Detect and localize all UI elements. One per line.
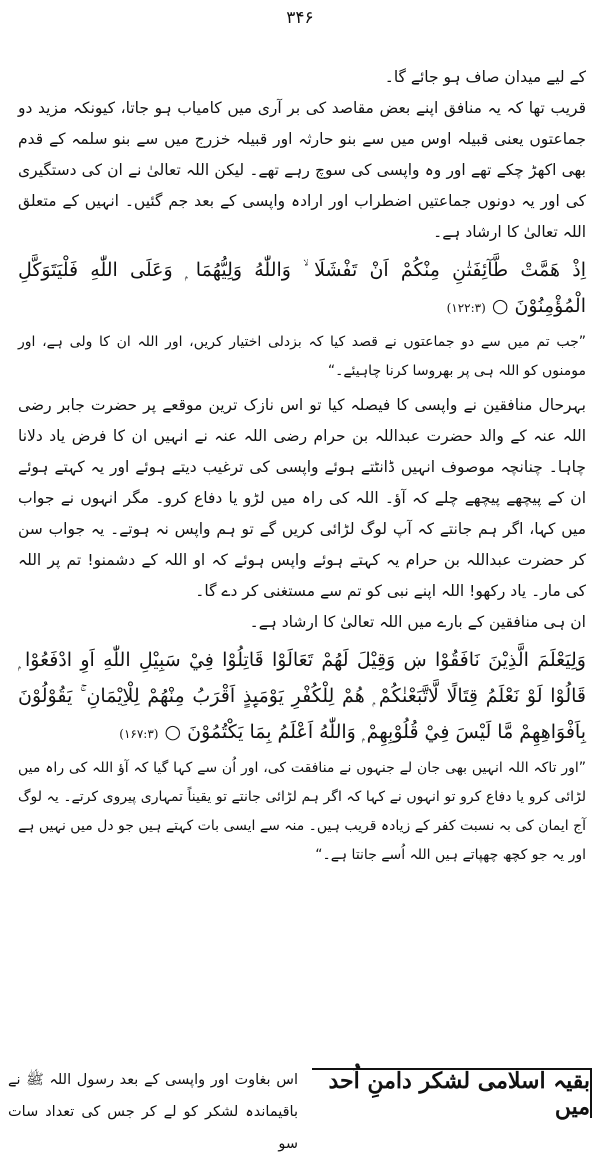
verse-1-reference: (۱۲۲:۳) [446,301,486,315]
verse-2-translation: ”اور تاکہ اللہ انہیں بھی جان لے جنہوں نے منافقت کی، اور اُن سے کہا گیا کہ آؤ اللہ کی راہ میں لڑائی کرو یا دفاع کرو تو انہوں نے کہا کہ اگر ہم لڑائی جانتے تو یقیناً تمہاری پیروی کرتے۔ یہ لوگ آج ایمان کی بہ نسبت کفر کے زیادہ قریب ہیں۔ منہ سے ایسی بات کہتے ہیں جو دل میں نہیں ہے اور یہ جو کچھ چھپاتے ہیں اللہ اُسے جانتا ہے۔“ [18,760,586,863]
page-footer [8,1060,592,1152]
page-body [18,62,586,874]
quran-verse-1 [18,252,586,326]
section-heading: بقیہ اسلامی لشکر دامنِ اُحد میں [312,1068,592,1118]
quran-verse-2 [18,642,586,752]
paragraph-intro-verse-2: ان ہی منافقین کے بارے میں اللہ تعالیٰ کا ارشاد ہے۔ [249,613,586,631]
paragraph-hypocrite: قریب تھا کہ یہ منافق اپنے بعض مقاصد کی بر آری میں کامیاب ہو جاتا، کیونکہ مزید دو جماعتوں یعنی قبیلہ اوس میں سے بنو حارثہ اور قبیلہ خزرج میں سے بنو سلمہ کے قدم بھی اکھڑ چکے تھے اور وہ واپسی کی سوچ رہے تھے۔ لیکن اللہ تعالیٰ نے ان کی دستگیری کی اور یہ دونوں جماعتیں اضطراب اور ارادہ واپسی کے بعد جم گئیں۔ انہیں کے متعلق اللہ تعالیٰ کا ارشاد ہے۔ [18,99,586,241]
verse-2-reference: (۱۶۷:۳) [119,727,159,741]
paragraph-abdullah: بہرحال منافقین نے واپسی کا فیصلہ کیا تو اس نازک ترین موقعے پر حضرت جابر رضی اللہ عنہ کے والد حضرت عبداللہ بن حرام رضی اللہ عنہ نے انہیں ان کا فرض یاد دلانا چاہا۔ چنانچہ موصوف انہیں ڈانٹتے ہوئے واپسی کی ترغیب دیتے ہوئے اور یہ کہتے ہوئے ان کے پیچھے پیچھے چلے کہ آؤ۔ اللہ کی راہ میں لڑو یا دفاع کرو۔ مگر انہوں نے جواب میں کہا، اگر ہم جانتے کہ آپ لوگ لڑائی کریں گے تو ہم واپس نہ ہوتے۔ یہ جواب سن کر حضرت عبداللہ بن حرام یہ کہتے ہوئے واپس ہوئے کہ او اللہ کے دشمنو! تم پر اللہ کی مار۔ یاد رکھو! اللہ اپنے نبی کو تم سے مستغنی کر دے گا۔ [18,396,586,600]
page-number: ۳۴۶ [286,8,314,28]
verse-1-translation: ”جب تم میں سے دو جماعتوں نے قصد کیا کہ بزدلی اختیار کریں، اور اللہ ان کا ولی ہے، اور مومنوں کو اللہ ہی پر بھروسا کرنا چاہیئے۔“ [18,334,586,379]
verse-2-text: وَلِيَعْلَمَ الَّذِيْنَ نَافَقُوْا ښ وَقِيْلَ لَھُمْ تَعَالَوْا قَاتِلُوْا فِيْ سَبِيْلِ اللّٰهِ اَوِ ادْفَعُوْا ۭ قَالُوْا لَوْ نَعْلَمُ قِتَالًا لَّاتَّبَعْنٰكُمْ ۭ ھُمْ لِلْكُفْرِ يَوْمَىِٕذٍ اَقْرَبُ مِنْھُمْ لِلْاِيْمَانِ ۚ يَقُوْلُوْنَ بِاَفْوَاهِهِمْ مَّا لَيْسَ فِيْ قُلُوْبِهِمْ ۭ وَاللّٰهُ اَعْلَمُ بِمَا يَكْتُمُوْنَ ○ [18,649,586,743]
paragraph-continuation: کے لیے میدان صاف ہو جائے گا۔ [384,68,586,86]
footer-text: اس بغاوت اور واپسی کے بعد رسول اللہ ﷺ نے باقیماندہ لشکر کو لے کر جس کی تعداد سات سو [8,1072,298,1152]
verse-1-text: اِذْ هَمَّتْ طَّآئِفَتٰنِ مِنْكُمْ اَنْ تَفْشَلَا ۙ وَاللّٰهُ وَلِيُّهُمَا ۭ وَعَلَى اللّٰهِ فَلْيَتَوَكَّلِ الْمُؤْمِنُوْنَ ○ [18,259,586,317]
